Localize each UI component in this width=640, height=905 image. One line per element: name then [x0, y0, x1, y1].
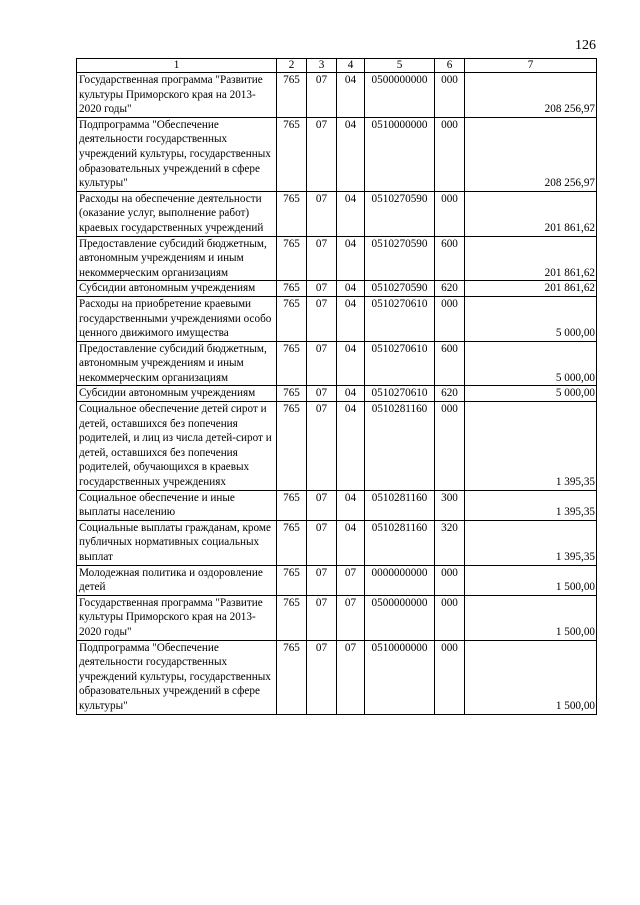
row-subsection: 04	[337, 191, 365, 236]
row-target-article: 0510270610	[365, 386, 435, 402]
row-name: Предоставление субсидий бюджетным, автономным учреждениям и иным некоммерческим организациям	[77, 236, 277, 281]
row-expense-type: 000	[435, 402, 465, 491]
header-col-6: 6	[435, 59, 465, 73]
row-admin-code: 765	[277, 73, 307, 118]
row-admin-code: 765	[277, 191, 307, 236]
row-admin-code: 765	[277, 341, 307, 386]
row-expense-type: 000	[435, 640, 465, 714]
row-subsection: 04	[337, 402, 365, 491]
row-name: Социальное обеспечение и иные выплаты населению	[77, 490, 277, 520]
row-target-article: 0510270590	[365, 236, 435, 281]
row-amount: 1 395,35	[465, 402, 597, 491]
row-target-article: 0510281160	[365, 490, 435, 520]
row-expense-type: 000	[435, 296, 465, 341]
row-subsection: 04	[337, 281, 365, 297]
row-subsection: 04	[337, 490, 365, 520]
table-row	[77, 281, 597, 297]
row-amount: 208 256,97	[465, 73, 597, 118]
header-col-2: 2	[277, 59, 307, 73]
row-amount: 1 500,00	[465, 565, 597, 595]
table-row	[77, 595, 597, 640]
row-name: Государственная программа "Развитие культуры Приморского края на 2013-2020 годы"	[77, 73, 277, 118]
row-name: Государственная программа "Развитие культуры Приморского края на 2013-2020 годы"	[77, 595, 277, 640]
table-row	[77, 640, 597, 714]
row-amount: 201 861,62	[465, 236, 597, 281]
row-expense-type: 000	[435, 191, 465, 236]
row-name: Социальное обеспечение детей сирот и детей, оставшихся без попечения родителей, и лиц из числа детей-сирот и детей, оставшихся без попечения родителей, обучающихся в краевых государственных учреждениях	[77, 402, 277, 491]
row-section: 07	[307, 236, 337, 281]
row-amount: 5 000,00	[465, 296, 597, 341]
row-target-article: 0510270610	[365, 341, 435, 386]
row-expense-type: 000	[435, 595, 465, 640]
row-subsection: 04	[337, 236, 365, 281]
row-name: Молодежная политика и оздоровление детей	[77, 565, 277, 595]
row-amount: 1 500,00	[465, 595, 597, 640]
row-admin-code: 765	[277, 640, 307, 714]
table-row	[77, 236, 597, 281]
header-col-5: 5	[365, 59, 435, 73]
row-target-article: 0510281160	[365, 402, 435, 491]
row-subsection: 04	[337, 386, 365, 402]
row-subsection: 07	[337, 595, 365, 640]
row-section: 07	[307, 386, 337, 402]
header-col-7: 7	[465, 59, 597, 73]
row-expense-type: 320	[435, 520, 465, 565]
table-row	[77, 117, 597, 191]
table-row	[77, 191, 597, 236]
row-admin-code: 765	[277, 402, 307, 491]
row-admin-code: 765	[277, 236, 307, 281]
row-subsection: 07	[337, 640, 365, 714]
row-admin-code: 765	[277, 296, 307, 341]
row-admin-code: 765	[277, 117, 307, 191]
row-admin-code: 765	[277, 490, 307, 520]
row-admin-code: 765	[277, 565, 307, 595]
row-target-article: 0500000000	[365, 595, 435, 640]
table-row	[77, 296, 597, 341]
row-subsection: 04	[337, 520, 365, 565]
row-amount: 5 000,00	[465, 386, 597, 402]
table-row	[77, 402, 597, 491]
row-target-article: 0500000000	[365, 73, 435, 118]
row-expense-type: 620	[435, 281, 465, 297]
row-target-article: 0510270610	[365, 296, 435, 341]
header-col-3: 3	[307, 59, 337, 73]
row-amount: 1 500,00	[465, 640, 597, 714]
row-amount: 5 000,00	[465, 341, 597, 386]
row-expense-type: 000	[435, 565, 465, 595]
row-section: 07	[307, 490, 337, 520]
row-target-article: 0000000000	[365, 565, 435, 595]
row-expense-type: 000	[435, 73, 465, 118]
row-target-article: 0510000000	[365, 117, 435, 191]
header-col-1: 1	[77, 59, 277, 73]
row-name: Расходы на обеспечение деятельности (оказание услуг, выполнение работ) краевых государственных учреждений	[77, 191, 277, 236]
row-amount: 208 256,97	[465, 117, 597, 191]
table-row	[77, 341, 597, 386]
row-section: 07	[307, 296, 337, 341]
row-expense-type: 600	[435, 236, 465, 281]
row-target-article: 0510270590	[365, 281, 435, 297]
row-subsection: 07	[337, 565, 365, 595]
row-target-article: 0510281160	[365, 520, 435, 565]
page-number: 126	[575, 38, 596, 53]
row-name: Социальные выплаты гражданам, кроме публичных нормативных социальных выплат	[77, 520, 277, 565]
row-name: Подпрограмма "Обеспечение деятельности государственных учреждений культуры, государственных образовательных учреждений в сфере культуры"	[77, 117, 277, 191]
row-section: 07	[307, 402, 337, 491]
table-body	[77, 73, 597, 715]
row-target-article: 0510270590	[365, 191, 435, 236]
row-section: 07	[307, 73, 337, 118]
row-name: Предоставление субсидий бюджетным, автономным учреждениям и иным некоммерческим организациям	[77, 341, 277, 386]
row-target-article: 0510000000	[365, 640, 435, 714]
row-subsection: 04	[337, 296, 365, 341]
row-subsection: 04	[337, 117, 365, 191]
row-section: 07	[307, 640, 337, 714]
table-row	[77, 565, 597, 595]
table-row	[77, 73, 597, 118]
row-expense-type: 600	[435, 341, 465, 386]
header-col-4: 4	[337, 59, 365, 73]
row-amount: 201 861,62	[465, 191, 597, 236]
row-admin-code: 765	[277, 520, 307, 565]
row-admin-code: 765	[277, 595, 307, 640]
row-amount: 1 395,35	[465, 520, 597, 565]
row-section: 07	[307, 117, 337, 191]
row-section: 07	[307, 281, 337, 297]
row-section: 07	[307, 191, 337, 236]
row-subsection: 04	[337, 73, 365, 118]
row-name: Подпрограмма "Обеспечение деятельности государственных учреждений культуры, государственных образовательных учреждений в сфере культуры"	[77, 640, 277, 714]
row-section: 07	[307, 341, 337, 386]
row-section: 07	[307, 565, 337, 595]
row-admin-code: 765	[277, 281, 307, 297]
table-row	[77, 520, 597, 565]
header-row	[77, 59, 597, 73]
row-amount: 1 395,35	[465, 490, 597, 520]
row-name: Субсидии автономным учреждениям	[77, 281, 277, 297]
row-name: Расходы на приобретение краевыми государственными учреждениями особо ценного движимого имущества	[77, 296, 277, 341]
row-admin-code: 765	[277, 386, 307, 402]
row-section: 07	[307, 520, 337, 565]
table-row	[77, 490, 597, 520]
table-row	[77, 386, 597, 402]
budget-table	[76, 58, 597, 715]
row-name: Субсидии автономным учреждениям	[77, 386, 277, 402]
row-subsection: 04	[337, 341, 365, 386]
row-section: 07	[307, 595, 337, 640]
row-expense-type: 300	[435, 490, 465, 520]
row-expense-type: 000	[435, 117, 465, 191]
row-expense-type: 620	[435, 386, 465, 402]
row-amount: 201 861,62	[465, 281, 597, 297]
